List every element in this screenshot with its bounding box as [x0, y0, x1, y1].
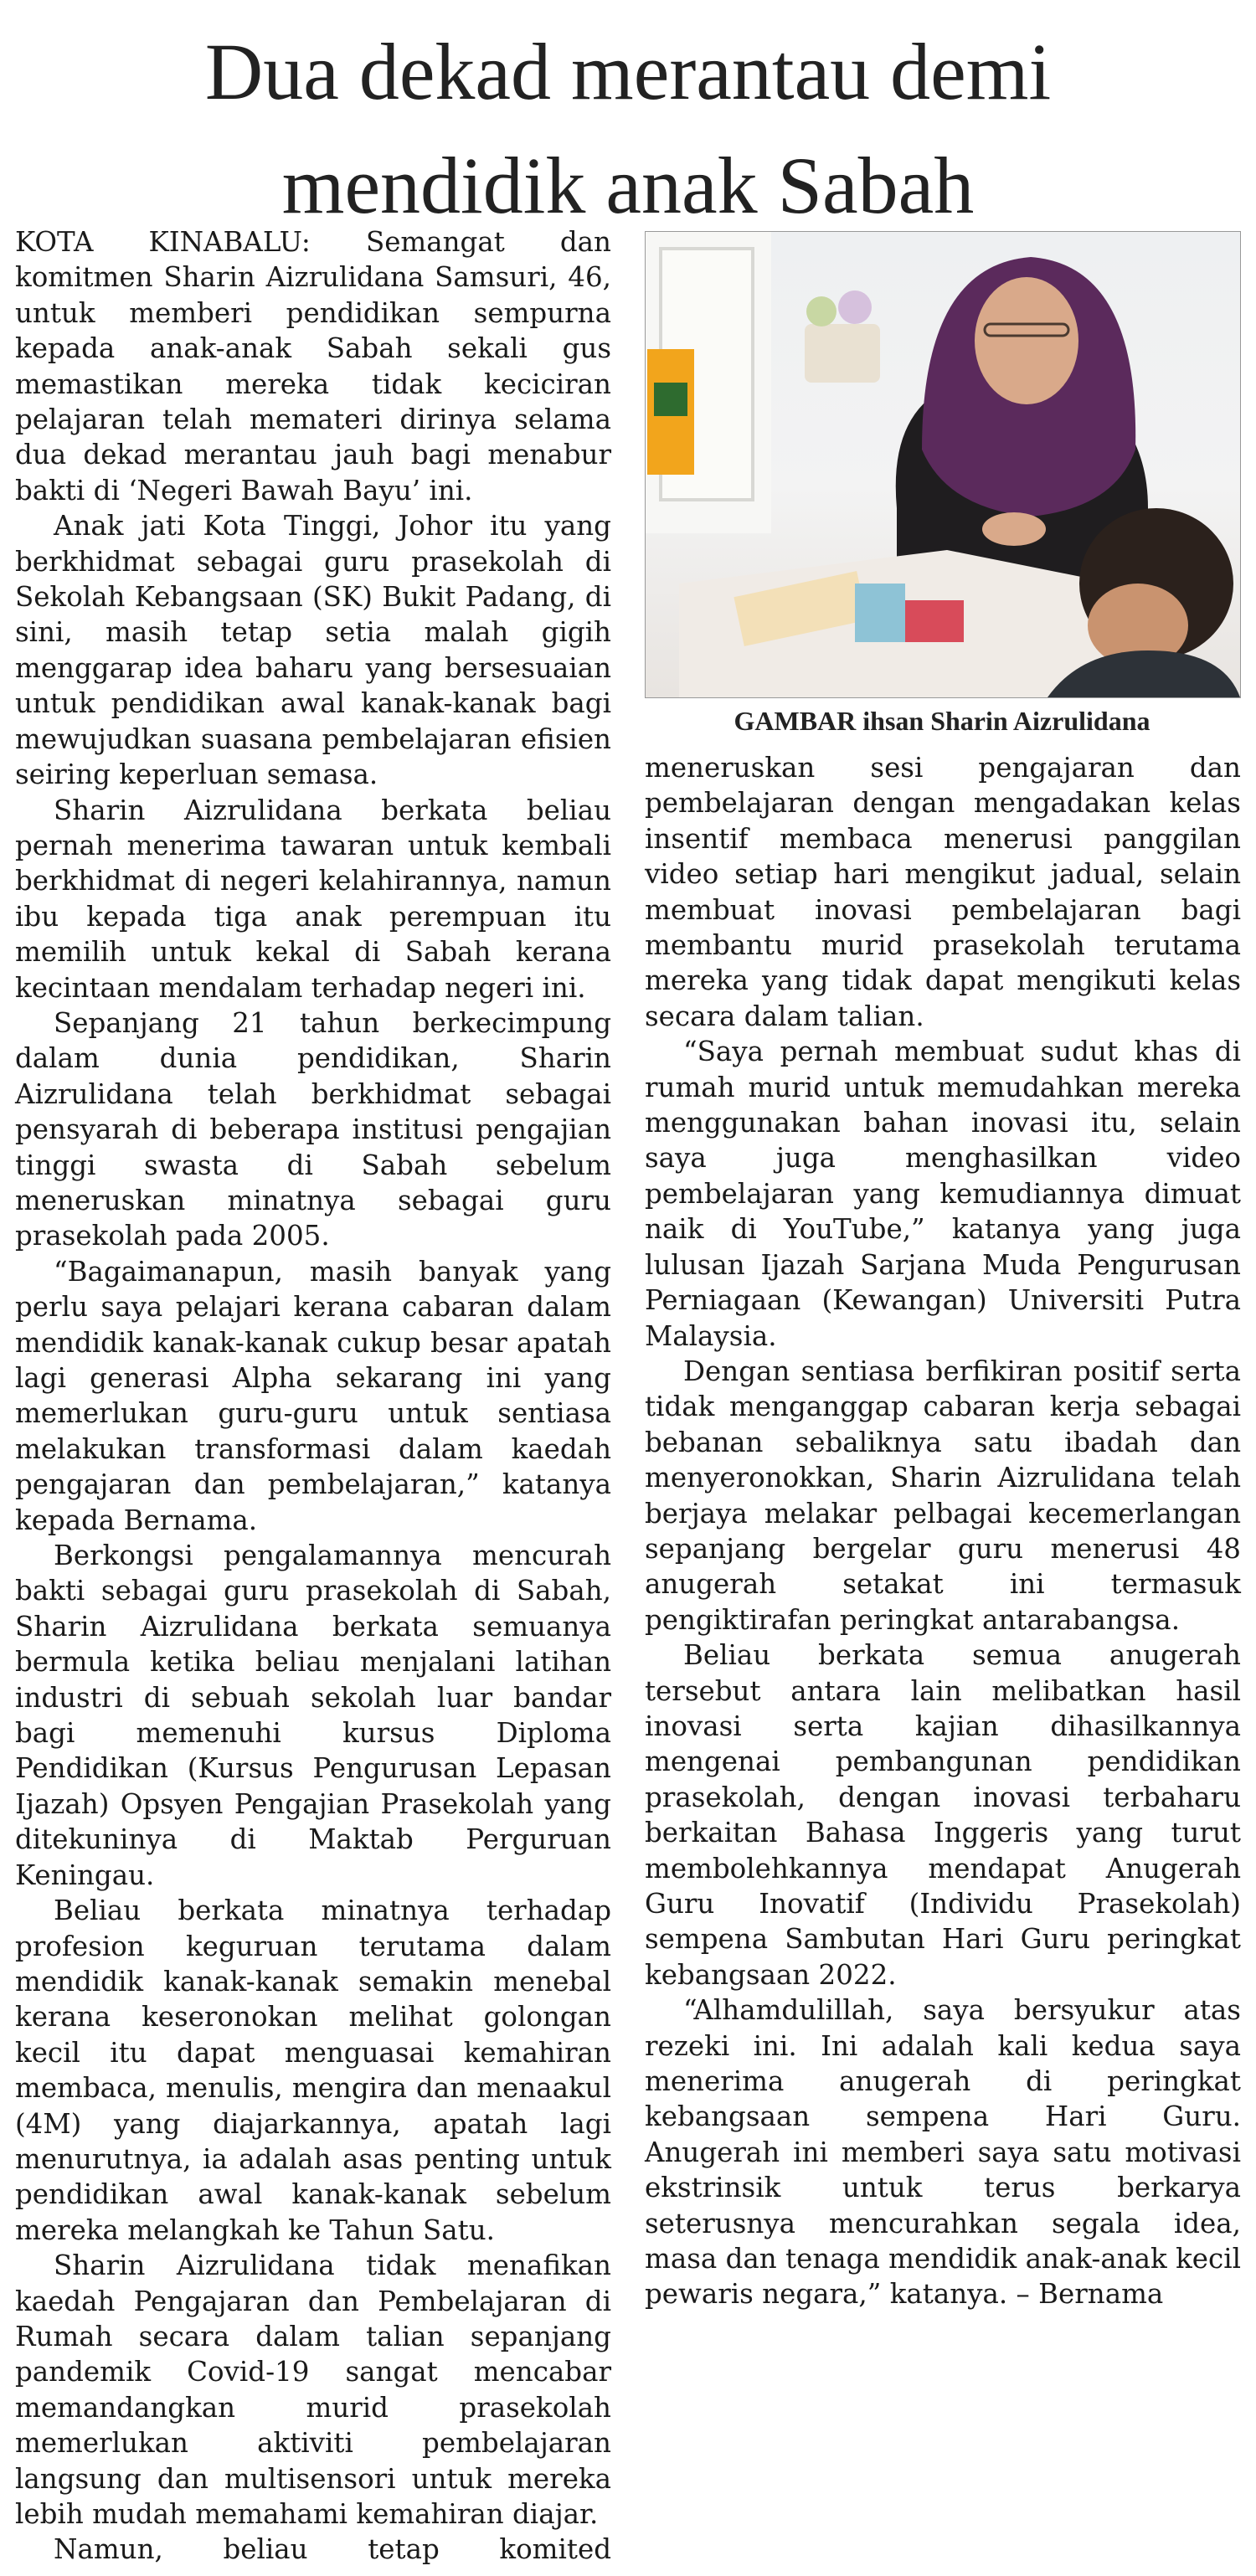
headline-line-2: mendidik anak Sabah: [281, 141, 975, 230]
article-paragraph: Beliau berkata semua anugerah tersebut antara lain melibatkan hasil inovasi serta kajian dihasilkannya mengenai pembangunan pendidikan prasekolah, dengan inovasi terbaharu berkaitan Bahasa Inggeris yang turut membolehkannya mendapat Anugerah Guru Inovatif (Individu Prasekolah) sempena Sambutan Hari Guru peringkat kebangsaan 2022.: [645, 1639, 1241, 1991]
article-paragraph: Dengan sentiasa berfikiran positif serta tidak menganggap cabaran kerja sebagai bebanan sebaliknya satu ibadah dan menyeronokkan, Sharin Aizrulidana telah berjaya melakar pelbagai kecemerlangan sepanjang bergelar guru menerusi 48 anugerah setakat ini termasuk pengiktirafan peringkat antarabangsa.: [645, 1355, 1241, 1636]
photo-illustration: [646, 232, 1240, 697]
article-paragraph: Sharin Aizrulidana tidak menafikan kaedah Pengajaran dan Pembelajaran di Rumah secara dalam talian sepanjang pandemik Covid-19 sangat mencabar memandangkan murid prasekolah memerlukan aktiviti pembelajaran langsung dan multisensori untuk mereka lebih mudah memahami kemahiran diajar.: [15, 2250, 611, 2530]
article-paragraph: Namun, beliau tetap komited: [54, 2533, 611, 2566]
article-photo: [645, 231, 1241, 698]
headline: [0, 15, 1256, 243]
article-column-left: [15, 224, 611, 2568]
article-paragraph: Sharin Aizrulidana berkata beliau pernah menerima tawaran untuk kembali berkhidmat di negeri kelahirannya, namun ibu kepada tiga anak perempuan itu memilih untuk kekal di Sabah kerana kecintaan mendalam terhadap negeri ini.: [15, 794, 611, 1004]
article-paragraph: “Saya pernah membuat sudut khas di rumah murid untuk memudahkan mereka menggunakan bahan inovasi itu, selain saya juga menghasilkan video pembelajaran yang kemudiannya dimuat naik di YouTube,” katanya yang juga lulusan Ijazah Sarjana Muda Pengurusan Perniagaan (Kewangan) Universiti Putra Malaysia.: [645, 1036, 1241, 1352]
article-paragraph: Berkongsi pengalamannya mencurah bakti sebagai guru prasekolah di Sabah, Sharin Aizrulidana berkata semuanya bermula ketika beliau menjalani latihan industri di sebuah sekolah luar bandar bagi memenuhi kursus Diploma Pendidikan (Kursus Pengurusan Lepasan Ijazah) Opsyen Pengajian Prasekolah yang ditekuninya di Maktab Perguruan Keningau.: [15, 1540, 611, 1891]
article-paragraph: Beliau berkata minatnya terhadap profesion keguruan terutama dalam mendidik kanak-kanak semakin menebal kerana keseronokan melihat golongan kecil itu dapat menguasai kemahiran membaca, menulis, mengira dan menaakul (4M) yang diajarkannya, apatah lagi menurutnya, ia adalah asas penting untuk pendidikan awal kanak-kanak sebelum mereka melangkah ke Tahun Satu.: [15, 1895, 611, 2246]
article-paragraph: “Bagaimanapun, masih banyak yang perlu saya pelajari kerana cabaran dalam mendidik kanak-kanak cukup besar apatah lagi generasi Alpha sekarang ini yang memerlukan guru-guru untuk sentiasa melakukan transformasi dalam kaedah pengajaran dan pembelajaran,” katanya kepada Bernama.: [15, 1255, 611, 1536]
article-column-right: [645, 750, 1241, 2312]
photo-caption: GAMBAR ihsan Sharin Aizrulidana: [734, 706, 1150, 736]
headline-line-1: Dua dekad merantau demi: [204, 27, 1052, 116]
article-paragraph: Anak jati Kota Tinggi, Johor itu yang berkhidmat sebagai guru prasekolah di Sekolah Kebangsaan (SK) Bukit Padang, di sini, masih tetap setia malah gigih menggarap idea baharu yang bersesuaian untuk pendidikan awal kanak-kanak bagi mewujudkan suasana pembelajaran efisien seiring keperluan semasa.: [15, 510, 611, 791]
article-paragraph-continued: meneruskan sesi pengajaran dan pembelajaran dengan mengadakan kelas insentif membaca menerusi panggilan video setiap hari mengikut jadual, selain membuat inovasi pembelajaran bagi membantu murid prasekolah terutama mereka yang tidak dapat mengikuti kelas secara dalam talian.: [645, 752, 1241, 1032]
article-paragraph: “Alhamdulillah, saya bersyukur atas rezeki ini. Ini adalah kali kedua saya menerima anugerah di peringkat kebangsaan sempena Hari Guru. Anugerah ini memberi saya satu motivasi ekstrinsik untuk terus berkarya seterusnya mencurahkan segala idea, masa dan tenaga mendidik anak-anak kecil pewaris negara,” katanya. – Bernama: [645, 1994, 1241, 2311]
article-paragraph: KOTA KINABALU: Semangat dan komitmen Sharin Aizrulidana Samsuri, 46, untuk memberi pendidikan sempurna kepada anak-anak Sabah sekali gus memastikan mereka tidak keciciran pelajaran telah memateri dirinya selama dua dekad merantau jauh bagi menabur bakti di ‘Negeri Bawah Bayu’ ini.: [15, 226, 611, 506]
article-paragraph: Sepanjang 21 tahun berkecimpung dalam dunia pendidikan, Sharin Aizrulidana telah berkhidmat sebagai pensyarah di beberapa institusi pengajian tinggi swasta di Sabah sebelum meneruskan minatnya sebagai guru prasekolah pada 2005.: [15, 1006, 611, 1252]
